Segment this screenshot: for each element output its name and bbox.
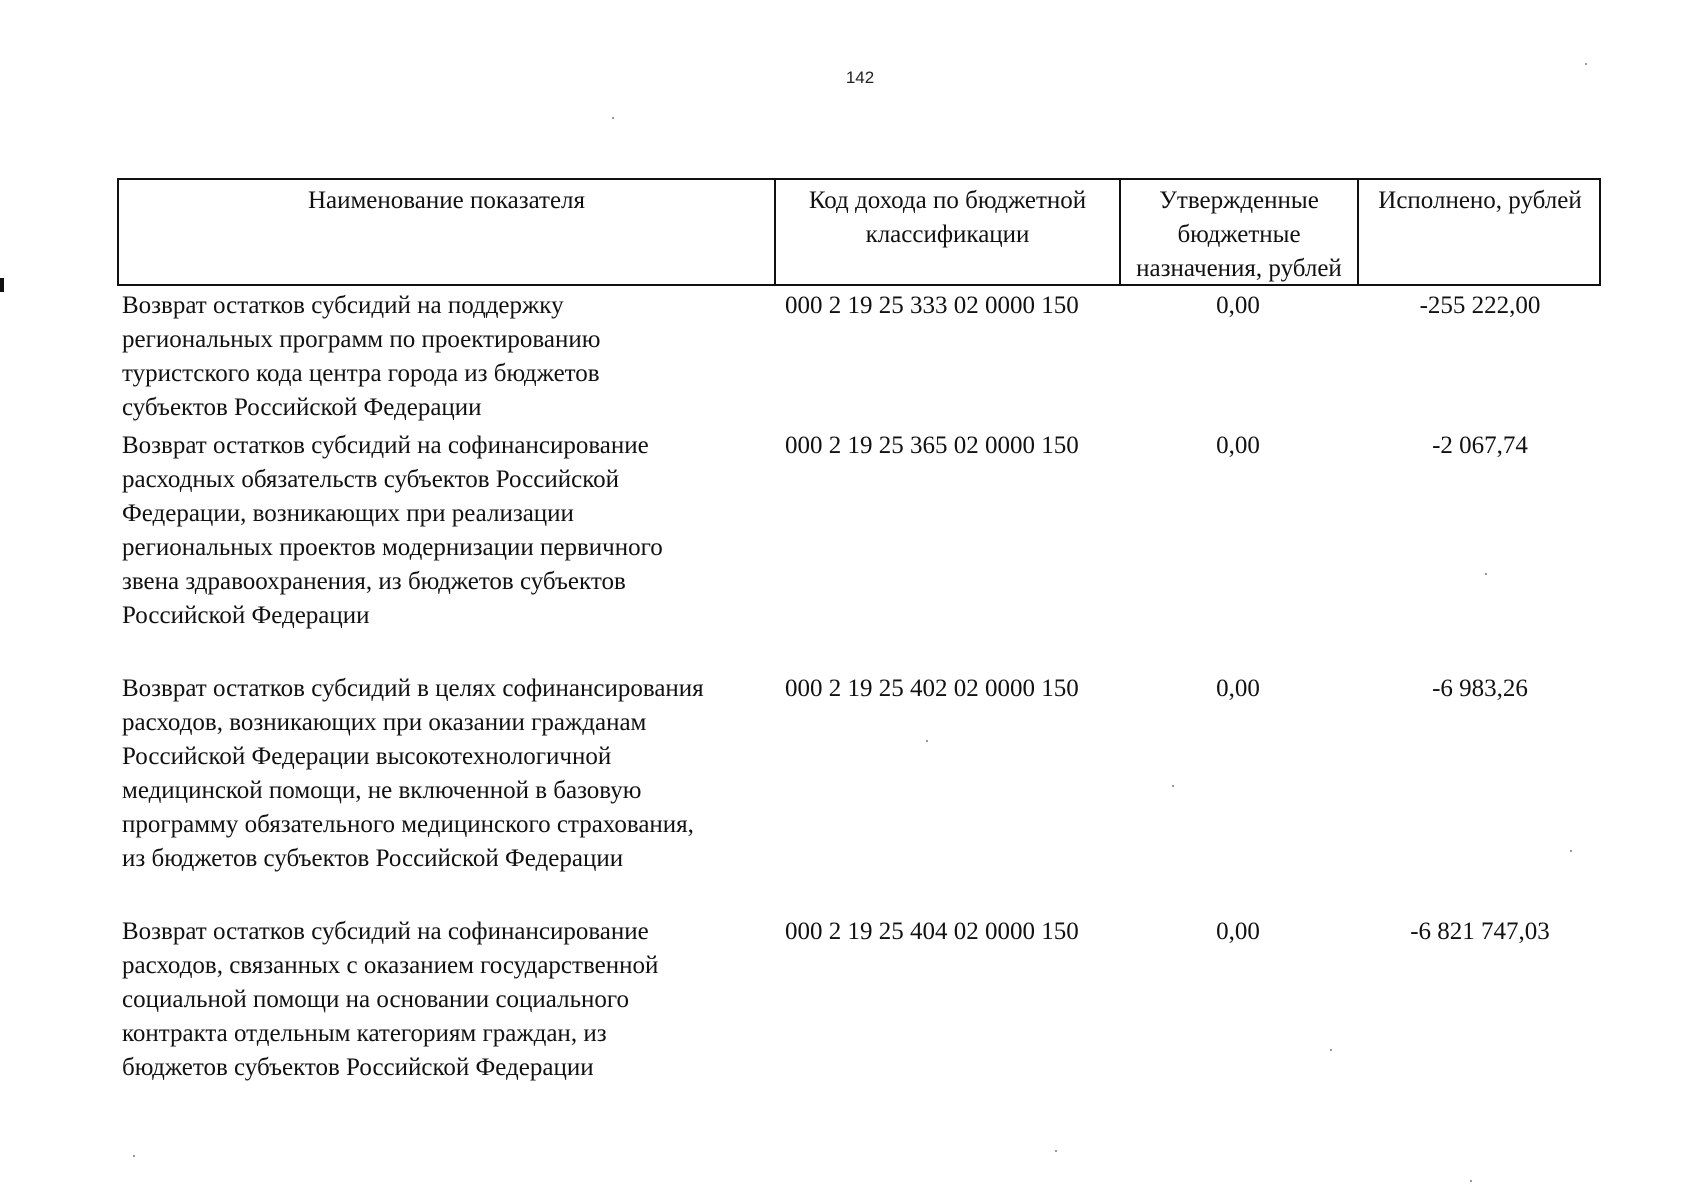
row-name-line: Возврат остатков субсидий в целях софинансирования [122, 675, 704, 702]
scan-speck [612, 117, 614, 119]
row-name-line: Российской Федерации [122, 602, 370, 629]
row-executed: -2 067,74 [1432, 432, 1528, 459]
scan-speck [1585, 63, 1587, 65]
row-name-line: расходов, возникающих при оказании гражданам [122, 709, 647, 736]
row-name-line: туристского кода центра города из бюджетов [122, 360, 600, 387]
scan-speck [133, 1155, 135, 1157]
row-name-line: программу обязательного медицинского страхования, [122, 811, 694, 838]
row-name-line: социальной помощи на основании социального [122, 986, 629, 1013]
row-name-line: расходных обязательств субъектов Российской [122, 466, 619, 493]
row-code: 000 2 19 25 365 02 0000 150 [785, 432, 1079, 459]
row-approved: 0,00 [1216, 432, 1260, 459]
row-executed: -6 821 747,03 [1410, 918, 1550, 945]
header-name: Наименование показателя [307, 187, 586, 214]
row-code: 000 2 19 25 333 02 0000 150 [785, 292, 1079, 319]
page-number: 142 [845, 68, 875, 87]
row-name-line: Федерации, возникающих при реализации [122, 500, 574, 527]
row-name-line: Российской Федерации высокотехнологичной [122, 743, 612, 770]
row-code: 000 2 19 25 402 02 0000 150 [785, 675, 1079, 702]
scan-speck [1470, 1180, 1472, 1182]
row-name [122, 915, 762, 1085]
row-name-line: субъектов Российской Федерации [122, 394, 482, 421]
row-name-line: региональных программ по проектированию [122, 326, 601, 353]
scan-speck [1330, 1049, 1332, 1051]
row-name-line: медицинской помощи, не включенной в базовую [122, 777, 642, 804]
row-name-line: бюджетов субъектов Российской Федерации [122, 1054, 594, 1081]
row-name-line: звена здравоохранения, из бюджетов субъектов [122, 568, 626, 595]
header-code: Код дохода по бюджетной классификации [774, 180, 1119, 284]
row-name-line: Возврат остатков субсидий на софинансирование [122, 918, 649, 945]
row-name-line: контракта отдельным категориям граждан, из [122, 1020, 607, 1047]
header-approved: Утвержденные бюджетные назначения, рублей [1119, 180, 1357, 284]
scan-speck [926, 740, 928, 742]
scan-speck [1055, 1150, 1057, 1152]
row-executed: -6 983,26 [1432, 675, 1528, 702]
row-name-line: расходов, связанных с оказанием государственной [122, 952, 659, 979]
row-name-line: региональных проектов модернизации первичного [122, 534, 663, 561]
row-name-line: Возврат остатков субсидий на поддержку [122, 292, 564, 319]
row-name [122, 289, 762, 425]
row-approved: 0,00 [1216, 675, 1260, 702]
row-name-line: Возврат остатков субсидий на софинансирование [122, 432, 649, 459]
row-name [122, 672, 762, 876]
header-executed: Исполнено, рублей [1357, 180, 1601, 284]
table-header [117, 178, 1601, 286]
row-name-line: из бюджетов субъектов Российской Федерации [122, 845, 624, 872]
row-executed: -255 222,00 [1419, 292, 1541, 319]
scan-speck [1485, 573, 1487, 575]
row-approved: 0,00 [1216, 292, 1260, 319]
row-name [122, 429, 762, 633]
row-code: 000 2 19 25 404 02 0000 150 [785, 918, 1079, 945]
scan-speck [1570, 850, 1572, 852]
scan-speck [1172, 785, 1174, 787]
row-approved: 0,00 [1216, 918, 1260, 945]
scan-edge-mark [0, 278, 4, 292]
